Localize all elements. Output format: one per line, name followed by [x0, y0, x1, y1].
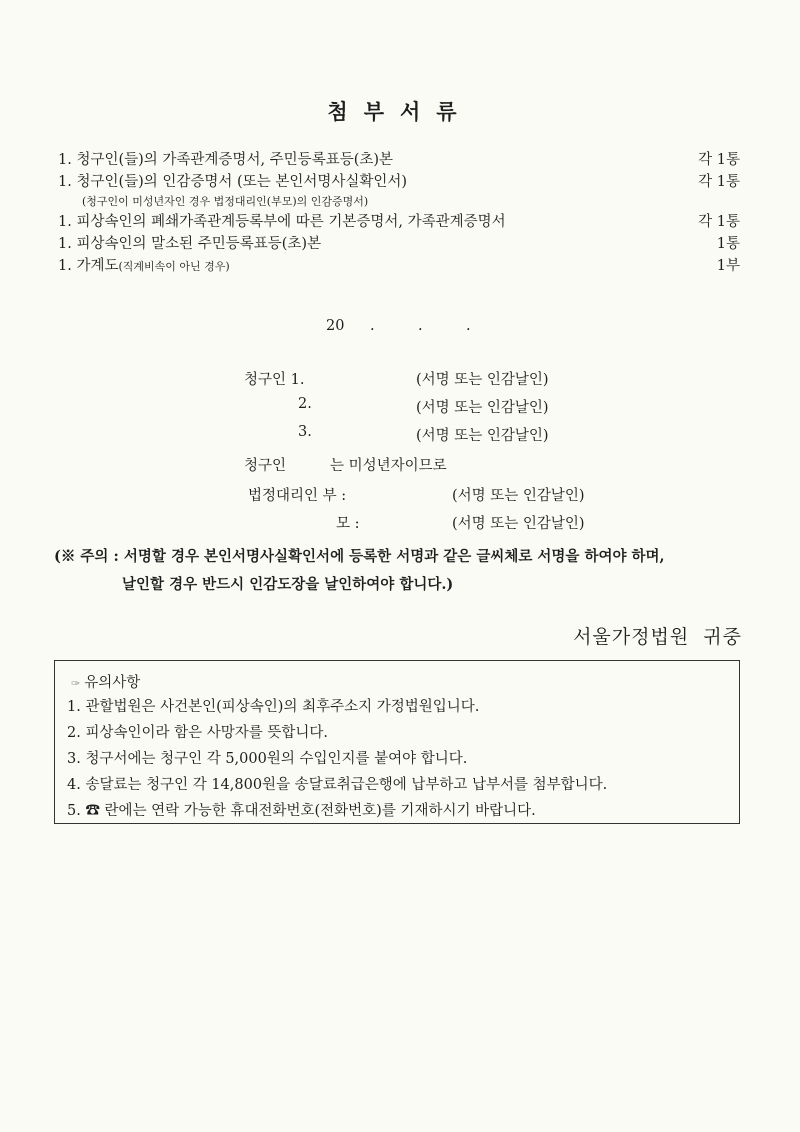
attachment-text: 1. 피상속인의 말소된 주민등록표등(초)본	[58, 236, 322, 252]
sign-hint: (서명 또는 인감날인)	[416, 372, 549, 388]
attachment-text: 1. 청구인(들)의 인감증명서 (또는 본인서명사실확인서)	[58, 174, 408, 190]
date-dot: .	[418, 318, 423, 334]
date-dot: .	[370, 318, 375, 334]
attachment-qty: 1통	[716, 236, 740, 252]
attachment-row	[58, 210, 740, 232]
caution-item: 2. 피상속인이라 함은 사망자를 뜻합니다.	[67, 725, 328, 741]
attachment-text: 1. 청구인(들)의 가족관계증명서, 주민등록표등(초)본	[58, 152, 394, 168]
caution-item: 3. 청구서에는 청구인 각 5,000원의 수입인지를 붙여야 합니다.	[67, 751, 468, 767]
date-year-prefix: 20	[326, 318, 345, 334]
caution-box	[54, 660, 740, 824]
signature-notice-line2: 날인할 경우 반드시 인감도장을 날인하여야 합니다.)	[122, 576, 454, 593]
caution-item: 1. 관할법원은 사건본인(피상속인)의 최후주소지 가정법원입니다.	[67, 699, 480, 715]
attachment-text: 1. 가계도	[58, 258, 119, 274]
attachment-qty: 각 1통	[698, 214, 740, 230]
guardian-mother-label: 모 :	[336, 516, 360, 532]
date-dot: .	[466, 318, 471, 334]
attachment-qty: 각 1통	[698, 152, 740, 168]
attachment-text: 1. 피상속인의 폐쇄가족관계등록부에 따른 기본증명서, 가족관계증명서	[58, 214, 506, 230]
sign-hint: (서명 또는 인감날인)	[416, 400, 549, 416]
attachment-row	[58, 148, 740, 170]
attachment-qty: 1부	[716, 258, 740, 274]
attachment-row	[58, 170, 740, 192]
sign-hint: (서명 또는 인감날인)	[452, 516, 585, 532]
attachment-note: (직계비속이 아닌 경우)	[118, 260, 230, 273]
page-title: 첨부서류	[327, 99, 473, 124]
caution-title: 유의사항	[84, 675, 141, 691]
pen-icon: ✑	[71, 677, 81, 690]
guardian-father-label: 법정대리인 부 :	[248, 488, 347, 504]
date-line	[0, 318, 800, 340]
claimant-2-label: 2.	[298, 396, 312, 412]
caution-item: 5. ☎ 란에는 연락 가능한 휴대전화번호(전화번호)를 기재하시기 바랍니다.	[67, 803, 536, 819]
signature-notice-line1: (※ 주의 : 서명할 경우 본인서명사실확인서에 등록한 서명과 같은 글씨체로 서명을 하여야 하며,	[54, 548, 665, 565]
caution-item: 4. 송달료는 청구인 각 14,800원을 송달료취급은행에 납부하고 납부서를 첨부합니다.	[67, 777, 608, 793]
attachment-qty: 각 1통	[698, 174, 740, 190]
sign-hint: (서명 또는 인감날인)	[452, 488, 585, 504]
attachment-row	[58, 232, 740, 254]
sign-hint: (서명 또는 인감날인)	[416, 428, 549, 444]
minor-claimant-text: 는 미성년자이므로	[330, 458, 447, 474]
minor-claimant-label: 청구인	[244, 458, 287, 474]
minor-attachment-note: (청구인이 미성년자인 경우 법정대리인(부모)의 인감증명서)	[82, 195, 369, 208]
claimant-3-label: 3.	[298, 424, 312, 440]
attachment-row	[58, 254, 740, 276]
court-addressee: 서울가정법원 귀중	[573, 626, 742, 648]
claimant-1-label: 청구인 1.	[244, 372, 305, 388]
